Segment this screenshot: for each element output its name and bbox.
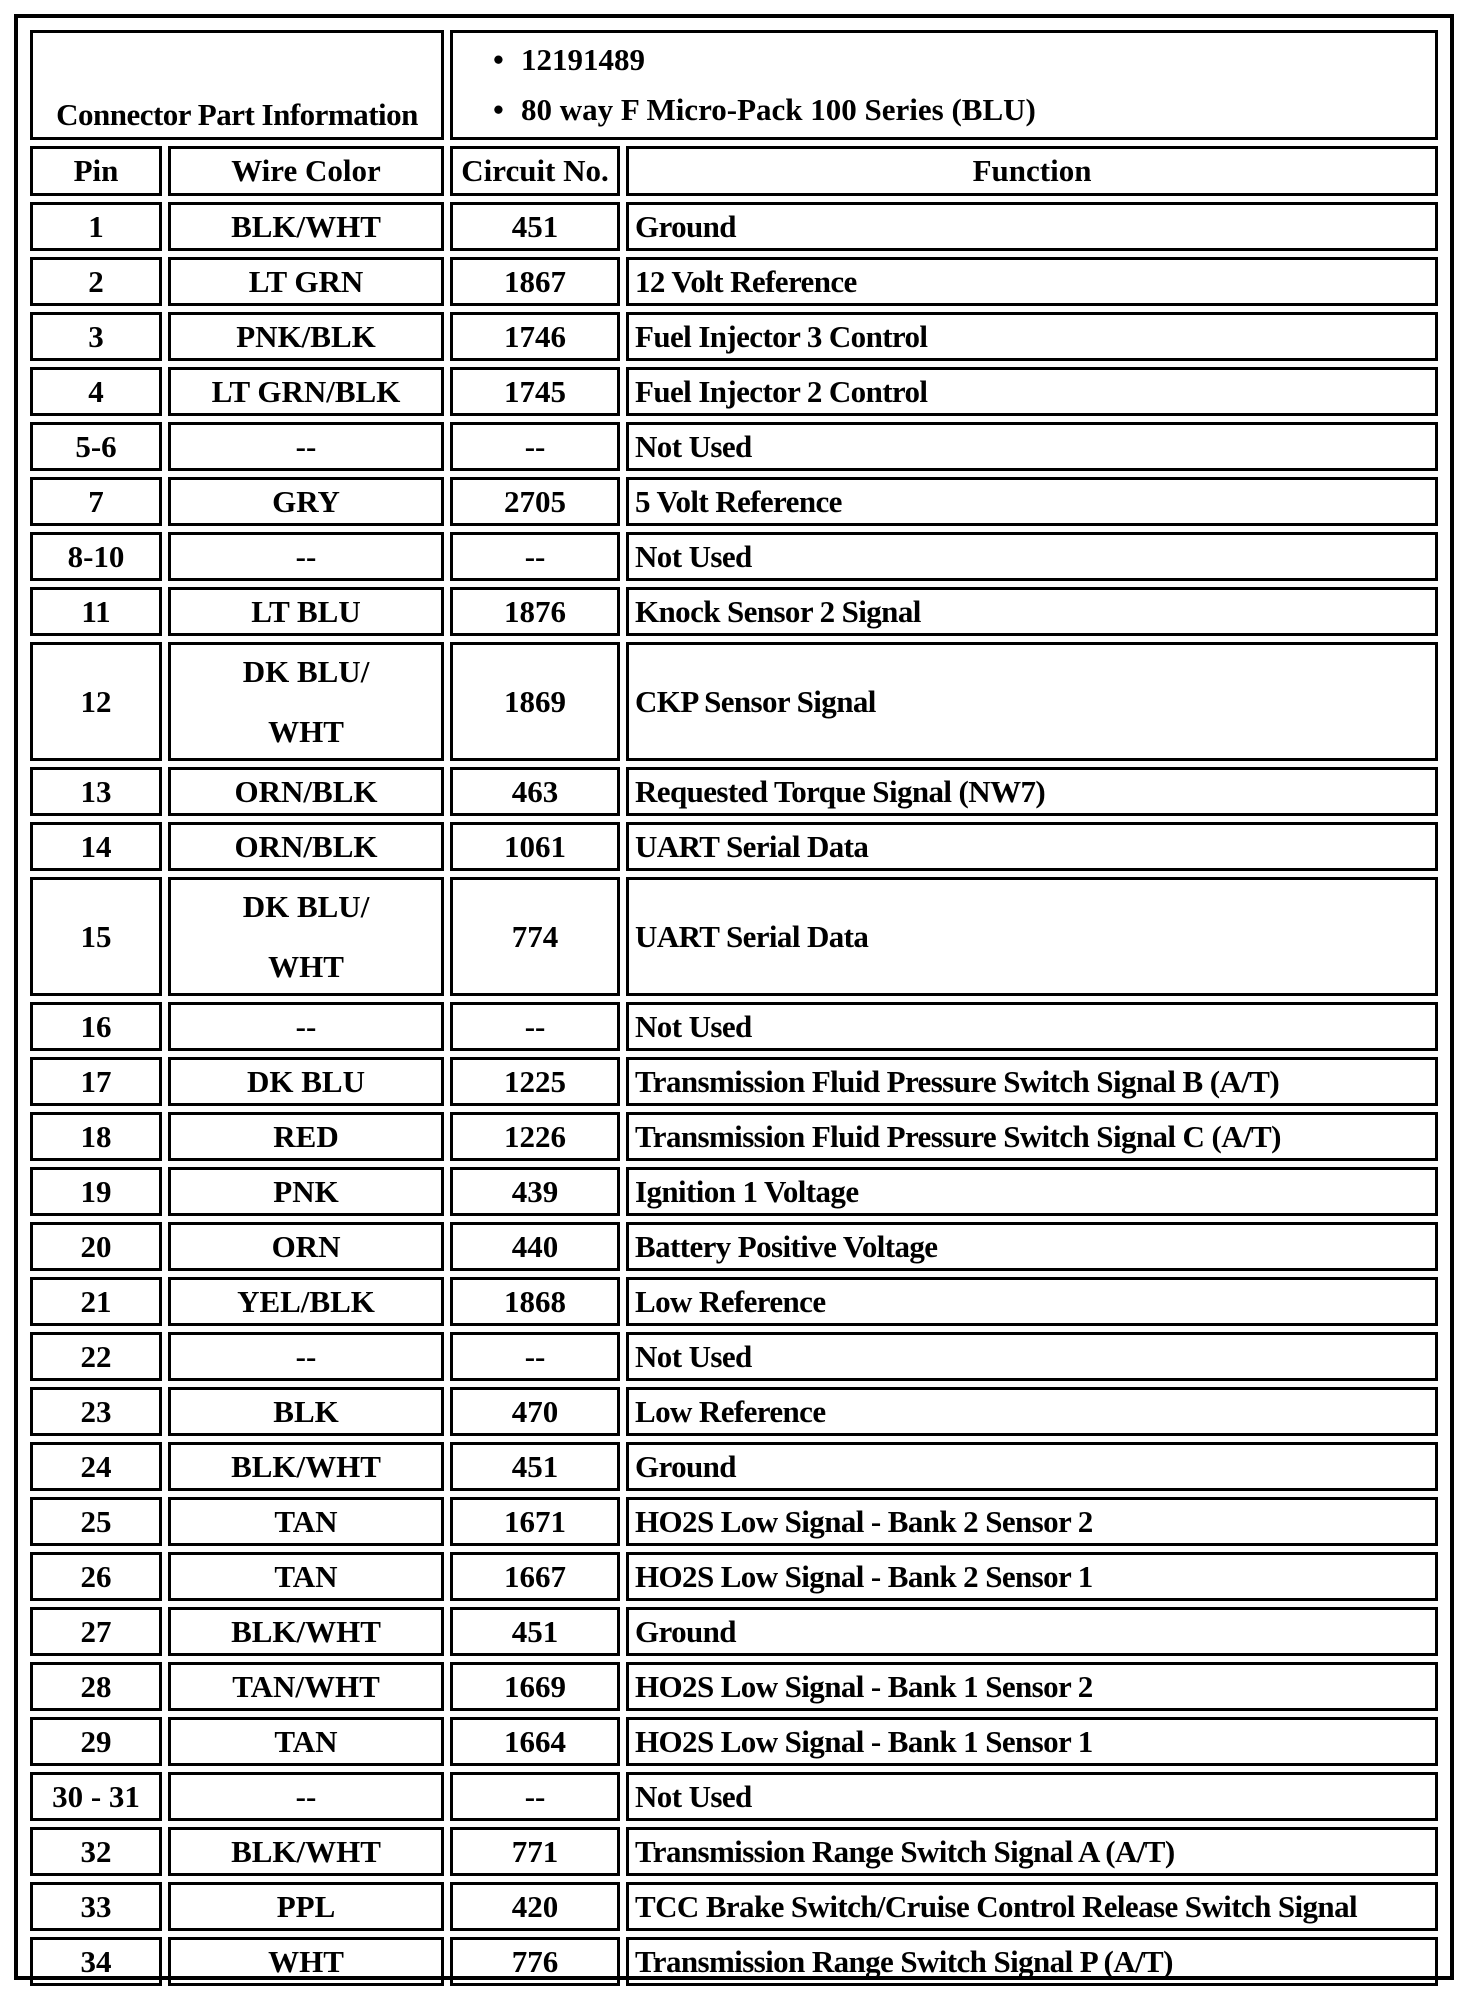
function-cell: Low Reference [626, 1277, 1438, 1326]
function-cell: Not Used [626, 422, 1438, 471]
connector-info-details [450, 30, 1438, 140]
header-circuit: Circuit No. [450, 146, 620, 196]
pin-cell: 1 [30, 202, 162, 251]
function-cell: Ground [626, 1442, 1438, 1491]
connector-part-number: • 12191489 [493, 42, 646, 77]
header-wire-color: Wire Color [168, 146, 444, 196]
circuit-cell: 2705 [450, 477, 620, 526]
pin-cell: 27 [30, 1607, 162, 1656]
circuit-cell: 1867 [450, 257, 620, 306]
table-row [30, 1002, 1438, 1051]
circuit-cell: 1226 [450, 1112, 620, 1161]
circuit-cell: 1061 [450, 822, 620, 871]
pin-cell: 33 [30, 1882, 162, 1931]
connector-info-label: Connector Part Information [30, 30, 444, 140]
wire-color-cell: TAN [168, 1552, 444, 1601]
wire-color-cell: -- [168, 1772, 444, 1821]
table-row [30, 1222, 1438, 1271]
table-row [30, 1277, 1438, 1326]
table-row [30, 1662, 1438, 1711]
function-cell: Transmission Range Switch Signal P (A/T) [626, 1937, 1438, 1986]
wire-color-cell: ORN/BLK [168, 822, 444, 871]
circuit-cell: 1664 [450, 1717, 620, 1766]
circuit-cell: 776 [450, 1937, 620, 1986]
pin-cell: 12 [30, 642, 162, 761]
wire-color-cell: -- [168, 1002, 444, 1051]
wire-color-cell: -- [168, 532, 444, 581]
table-row [30, 477, 1438, 526]
wire-color-cell: BLK/WHT [168, 202, 444, 251]
pin-cell: 28 [30, 1662, 162, 1711]
wire-color-cell [168, 877, 444, 996]
table-row [30, 202, 1438, 251]
function-cell: 5 Volt Reference [626, 477, 1438, 526]
wire-color-cell: PNK [168, 1167, 444, 1216]
function-cell: HO2S Low Signal - Bank 2 Sensor 1 [626, 1552, 1438, 1601]
circuit-cell: 463 [450, 767, 620, 816]
wire-color-cell [168, 642, 444, 761]
wire-color-line: DK BLU/ [242, 888, 370, 924]
function-cell: Knock Sensor 2 Signal [626, 587, 1438, 636]
table-row [30, 1497, 1438, 1546]
function-cell: Not Used [626, 1332, 1438, 1381]
connector-description: • 80 way F Micro-Pack 100 Series (BLU) [493, 92, 1036, 127]
table-row [30, 1442, 1438, 1491]
wire-color-cell: TAN [168, 1717, 444, 1766]
function-cell: Transmission Range Switch Signal A (A/T) [626, 1827, 1438, 1876]
circuit-cell: 470 [450, 1387, 620, 1436]
circuit-cell: -- [450, 1332, 620, 1381]
function-cell: Transmission Fluid Pressure Switch Signal C (A/T) [626, 1112, 1438, 1161]
table-row [30, 1717, 1438, 1766]
table-row [30, 312, 1438, 361]
pin-cell: 16 [30, 1002, 162, 1051]
wire-color-cell: BLK/WHT [168, 1827, 444, 1876]
table-row [30, 822, 1438, 871]
wire-color-cell: BLK/WHT [168, 1607, 444, 1656]
header-pin: Pin [30, 146, 162, 196]
table-row [30, 1387, 1438, 1436]
circuit-cell: 439 [450, 1167, 620, 1216]
table-row [30, 367, 1438, 416]
table-row [30, 532, 1438, 581]
wire-color-cell: GRY [168, 477, 444, 526]
connector-table-frame [14, 14, 1454, 1980]
function-cell: Fuel Injector 3 Control [626, 312, 1438, 361]
function-cell: TCC Brake Switch/Cruise Control Release Switch Signal [626, 1882, 1438, 1931]
table-row [30, 642, 1438, 761]
pin-cell: 4 [30, 367, 162, 416]
pin-cell: 26 [30, 1552, 162, 1601]
pin-cell: 32 [30, 1827, 162, 1876]
wire-color-cell: TAN [168, 1497, 444, 1546]
circuit-cell: 1869 [450, 642, 620, 761]
function-cell: Ground [626, 1607, 1438, 1656]
circuit-cell: -- [450, 422, 620, 471]
function-cell: 12 Volt Reference [626, 257, 1438, 306]
pin-cell: 34 [30, 1937, 162, 1986]
pin-cell: 22 [30, 1332, 162, 1381]
table-row [30, 587, 1438, 636]
circuit-cell: 1671 [450, 1497, 620, 1546]
wire-color-cell: -- [168, 1332, 444, 1381]
circuit-cell: 1876 [450, 587, 620, 636]
table-row [30, 1112, 1438, 1161]
function-cell: UART Serial Data [626, 877, 1438, 996]
pin-cell: 18 [30, 1112, 162, 1161]
function-cell: CKP Sensor Signal [626, 642, 1438, 761]
function-cell: Ground [626, 202, 1438, 251]
pin-cell: 8-10 [30, 532, 162, 581]
function-cell: Fuel Injector 2 Control [626, 367, 1438, 416]
function-cell: Battery Positive Voltage [626, 1222, 1438, 1271]
wire-color-cell: ORN [168, 1222, 444, 1271]
circuit-cell: 1669 [450, 1662, 620, 1711]
pin-cell: 24 [30, 1442, 162, 1491]
table-row [30, 1937, 1438, 1986]
table-row [30, 422, 1438, 471]
function-cell: Low Reference [626, 1387, 1438, 1436]
table-row [30, 767, 1438, 816]
pin-cell: 20 [30, 1222, 162, 1271]
pin-cell: 17 [30, 1057, 162, 1106]
header-function: Function [626, 146, 1438, 196]
circuit-cell: 451 [450, 1607, 620, 1656]
table-row [30, 1167, 1438, 1216]
circuit-cell: -- [450, 532, 620, 581]
circuit-cell: 451 [450, 1442, 620, 1491]
function-cell: Not Used [626, 532, 1438, 581]
pin-cell: 3 [30, 312, 162, 361]
circuit-cell: 1225 [450, 1057, 620, 1106]
table-row [30, 1057, 1438, 1106]
function-cell: Requested Torque Signal (NW7) [626, 767, 1438, 816]
pin-cell: 7 [30, 477, 162, 526]
wire-color-cell: RED [168, 1112, 444, 1161]
table-row [30, 1607, 1438, 1656]
circuit-cell: 420 [450, 1882, 620, 1931]
wire-color-cell: -- [168, 422, 444, 471]
circuit-cell: 771 [450, 1827, 620, 1876]
circuit-cell: 774 [450, 877, 620, 996]
circuit-cell: 451 [450, 202, 620, 251]
circuit-cell: -- [450, 1002, 620, 1051]
wire-color-cell: BLK [168, 1387, 444, 1436]
table-row [30, 877, 1438, 996]
wire-color-cell: PNK/BLK [168, 312, 444, 361]
function-cell: HO2S Low Signal - Bank 1 Sensor 1 [626, 1717, 1438, 1766]
table-row [30, 1882, 1438, 1931]
table-row [30, 1332, 1438, 1381]
function-cell: HO2S Low Signal - Bank 2 Sensor 2 [626, 1497, 1438, 1546]
pin-cell: 30 - 31 [30, 1772, 162, 1821]
circuit-cell: 1746 [450, 312, 620, 361]
wire-color-cell: PPL [168, 1882, 444, 1931]
pin-cell: 5-6 [30, 422, 162, 471]
pin-cell: 19 [30, 1167, 162, 1216]
wire-color-line: WHT [268, 948, 344, 984]
pin-cell: 11 [30, 587, 162, 636]
circuit-cell: 440 [450, 1222, 620, 1271]
wire-color-cell: LT BLU [168, 587, 444, 636]
function-cell: HO2S Low Signal - Bank 1 Sensor 2 [626, 1662, 1438, 1711]
wire-color-cell: TAN/WHT [168, 1662, 444, 1711]
pin-cell: 13 [30, 767, 162, 816]
pin-cell: 29 [30, 1717, 162, 1766]
wire-color-cell: DK BLU [168, 1057, 444, 1106]
pin-cell: 25 [30, 1497, 162, 1546]
table-row [30, 1827, 1438, 1876]
wire-color-cell: YEL/BLK [168, 1277, 444, 1326]
table-row [30, 257, 1438, 306]
circuit-cell: 1745 [450, 367, 620, 416]
function-cell: Not Used [626, 1772, 1438, 1821]
function-cell: Transmission Fluid Pressure Switch Signal B (A/T) [626, 1057, 1438, 1106]
connector-info-row [30, 30, 1438, 140]
wire-color-line: DK BLU/ [242, 653, 370, 689]
wire-color-cell: WHT [168, 1937, 444, 1986]
wire-color-cell: LT GRN [168, 257, 444, 306]
pin-cell: 14 [30, 822, 162, 871]
wire-color-cell: BLK/WHT [168, 1442, 444, 1491]
wire-color-cell: LT GRN/BLK [168, 367, 444, 416]
pin-cell: 2 [30, 257, 162, 306]
circuit-cell: -- [450, 1772, 620, 1821]
wire-color-line: WHT [268, 713, 344, 749]
function-cell: Not Used [626, 1002, 1438, 1051]
table-row [30, 1552, 1438, 1601]
wire-color-cell: ORN/BLK [168, 767, 444, 816]
pinout-table [24, 24, 1444, 1992]
pin-cell: 21 [30, 1277, 162, 1326]
function-cell: UART Serial Data [626, 822, 1438, 871]
pin-cell: 15 [30, 877, 162, 996]
table-row [30, 1772, 1438, 1821]
circuit-cell: 1868 [450, 1277, 620, 1326]
circuit-cell: 1667 [450, 1552, 620, 1601]
pin-cell: 23 [30, 1387, 162, 1436]
function-cell: Ignition 1 Voltage [626, 1167, 1438, 1216]
header-row [30, 146, 1438, 196]
